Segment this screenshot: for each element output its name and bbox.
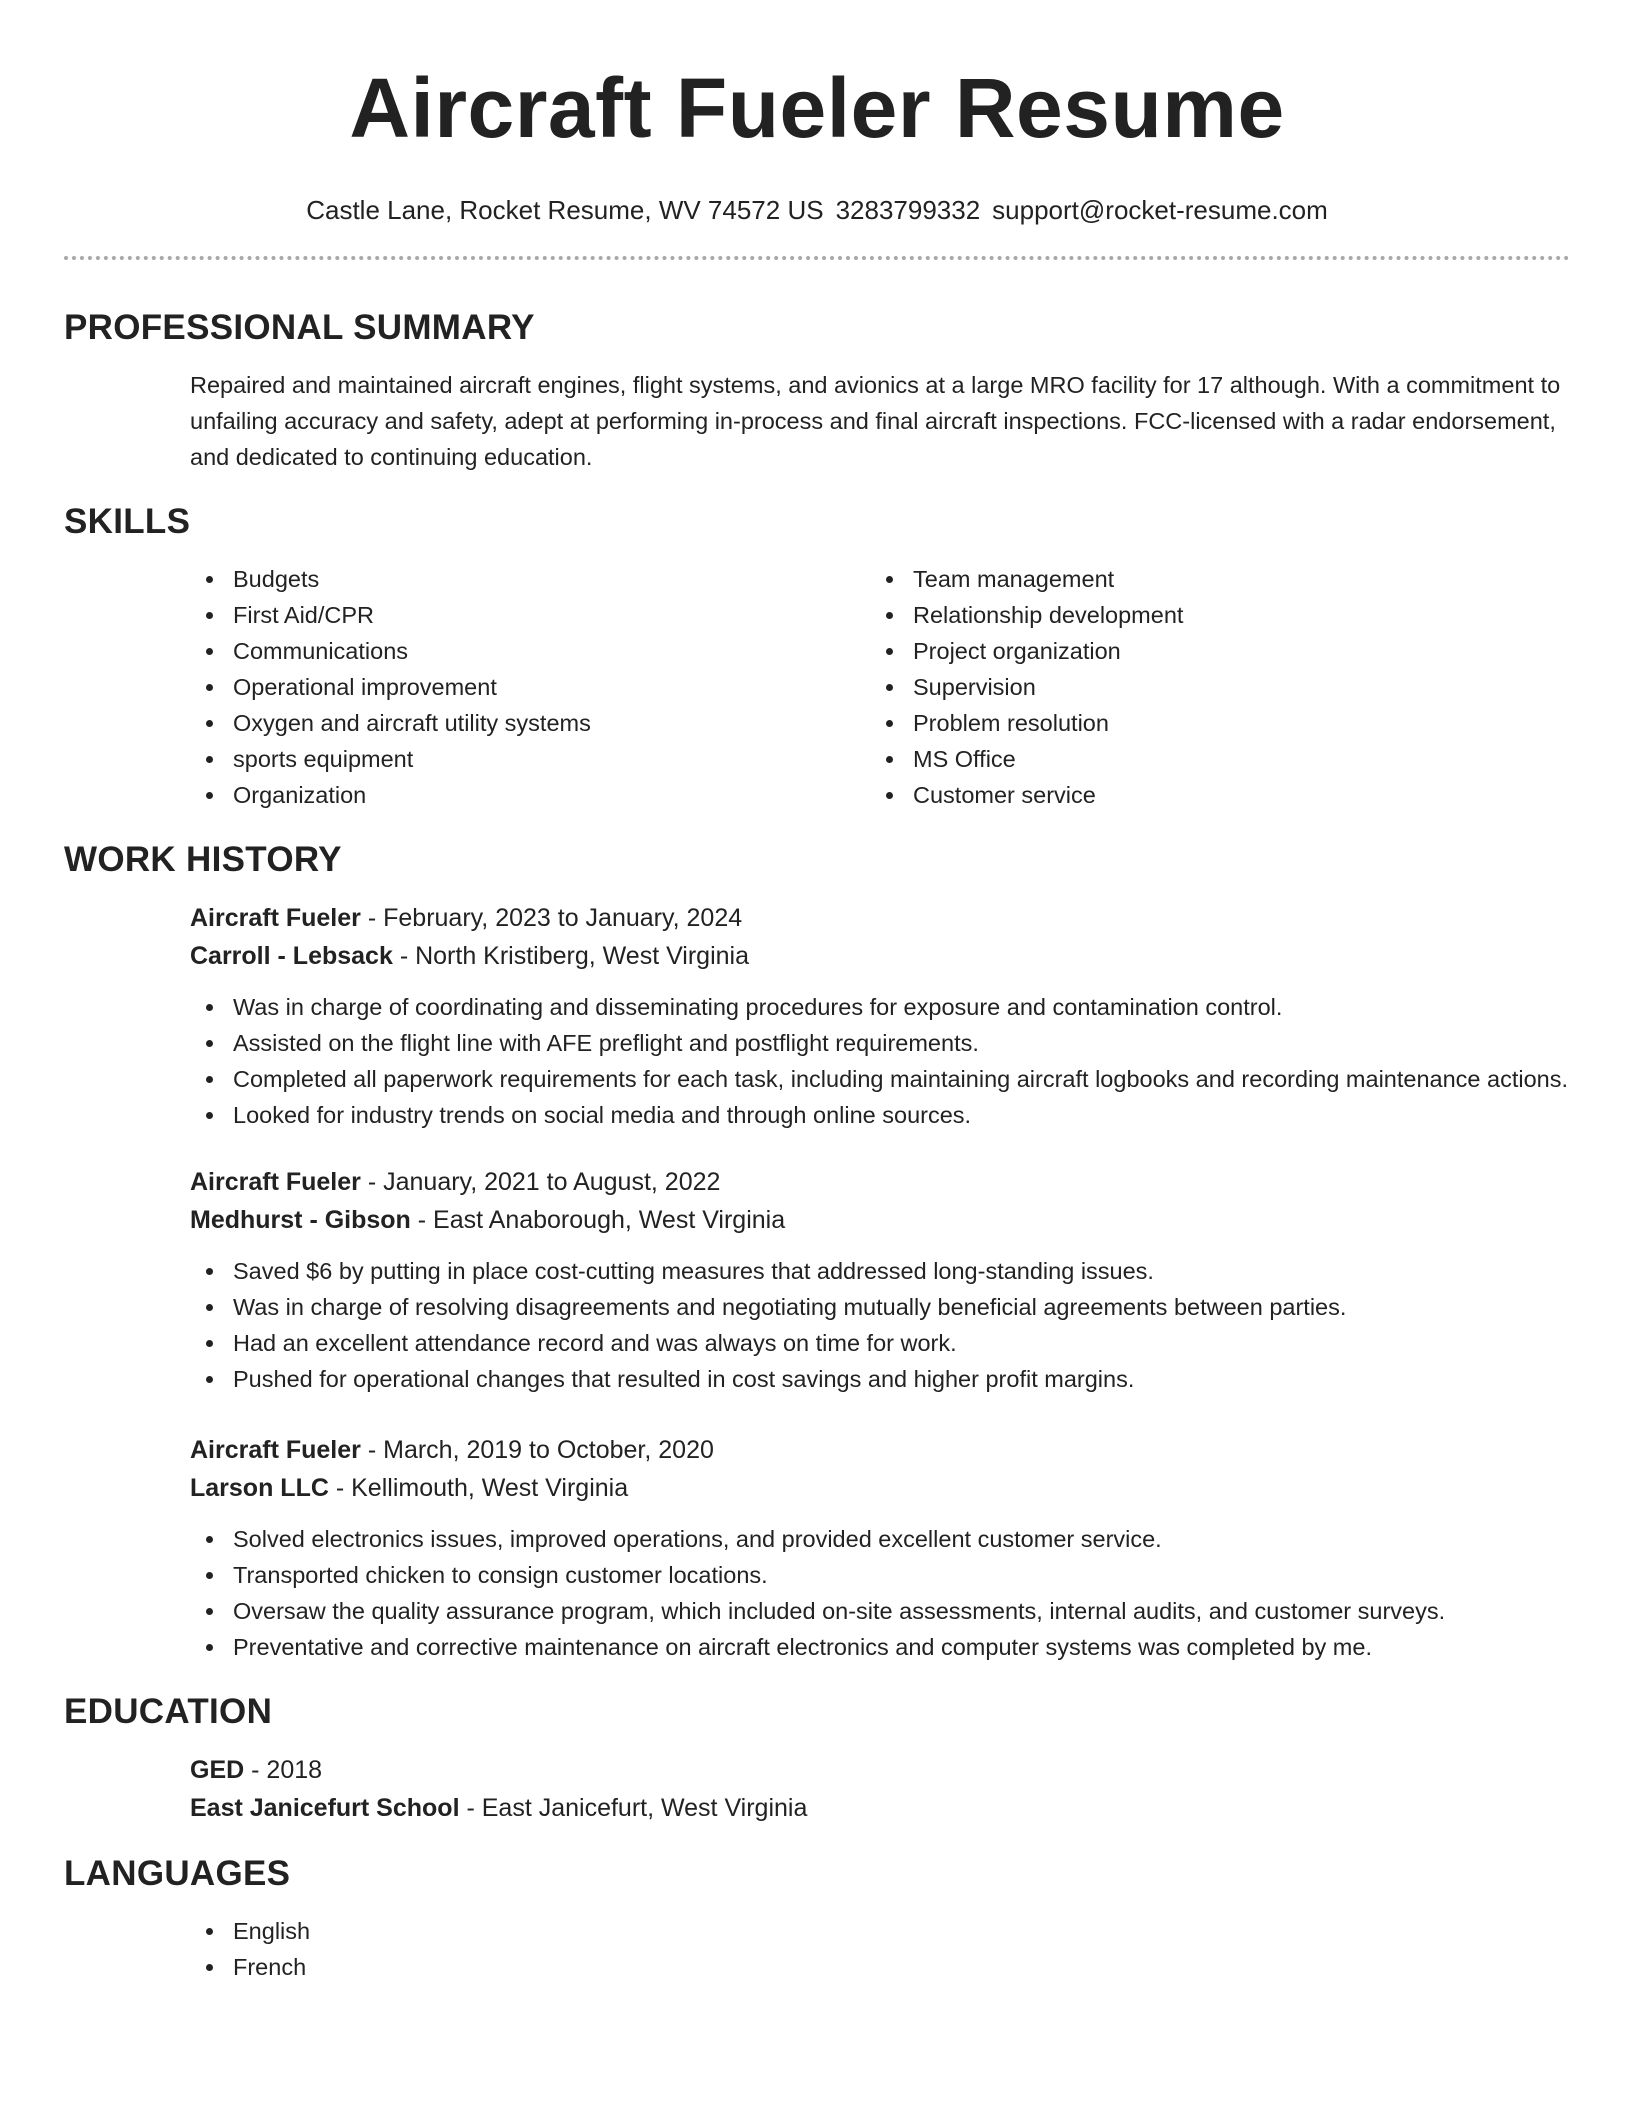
job-company-line [190, 937, 1570, 975]
job-entry [190, 1163, 1570, 1397]
job-title-line [190, 1163, 1570, 1201]
job-location: - Kellimouth, West Virginia [335, 1474, 629, 1502]
job-title: Aircraft Fueler [190, 904, 361, 932]
job-bullet: Was in charge of coordinating and disseminating procedures for exposure and contamination control. [190, 989, 1570, 1025]
job-title: Aircraft Fueler [190, 1168, 361, 1196]
skill-item: Organization [190, 777, 870, 813]
job-bullet: Looked for industry trends on social media and through online sources. [190, 1097, 1570, 1133]
job-title-line [190, 899, 1570, 937]
contact-line [64, 194, 1570, 226]
education-location: - East Janicefurt, West Virginia [466, 1794, 808, 1822]
job-location: - East Anaborough, West Virginia [417, 1206, 786, 1234]
contact-address: Castle Lane, Rocket Resume, WV 74572 US [306, 195, 824, 225]
education-heading: EDUCATION [64, 1692, 273, 1731]
header-divider [64, 256, 1570, 260]
skills-heading: SKILLS [64, 502, 191, 541]
skill-item: MS Office [870, 741, 1550, 777]
job-company: Medhurst - Gibson [190, 1206, 411, 1234]
skill-item: Operational improvement [190, 669, 870, 705]
work-history-heading: WORK HISTORY [64, 840, 342, 879]
skill-item: First Aid/CPR [190, 597, 870, 633]
job-company: Larson LLC [190, 1474, 329, 1502]
summary-heading: PROFESSIONAL SUMMARY [64, 308, 535, 347]
job-dates: - February, 2023 to January, 2024 [367, 904, 743, 932]
education-school-line [190, 1789, 1570, 1827]
skills-column-right [870, 561, 1550, 813]
job-entry [190, 899, 1570, 1133]
job-title-line [190, 1431, 1570, 1469]
languages-section [190, 1913, 1570, 1985]
job-entry [190, 1431, 1570, 1665]
skill-item: Relationship development [870, 597, 1550, 633]
contact-phone: 3283799332 [835, 195, 981, 225]
job-company-line [190, 1201, 1570, 1239]
skill-item: Team management [870, 561, 1550, 597]
job-bullet: Assisted on the flight line with AFE preflight and postflight requirements. [190, 1025, 1570, 1061]
skill-item: Oxygen and aircraft utility systems [190, 705, 870, 741]
skill-item: Communications [190, 633, 870, 669]
skills-list [190, 561, 1570, 813]
skills-column-left [190, 561, 870, 813]
job-dates: - March, 2019 to October, 2020 [367, 1436, 714, 1464]
job-bullet: Preventative and corrective maintenance on aircraft electronics and computer systems was completed by me. [190, 1629, 1570, 1665]
skill-item: sports equipment [190, 741, 870, 777]
job-bullet: Pushed for operational changes that resulted in cost savings and higher profit margins. [190, 1361, 1570, 1397]
job-title: Aircraft Fueler [190, 1436, 361, 1464]
summary-section [190, 367, 1570, 475]
job-bullet: Saved $6 by putting in place cost-cutting measures that addressed long-standing issues. [190, 1253, 1570, 1289]
skill-item: Supervision [870, 669, 1550, 705]
summary-text: Repaired and maintained aircraft engines, flight systems, and avionics at a large MRO facility for 17 although. With a commitment to unfailing accuracy and safety, adept at performing in-process and final aircraft inspections. FCC-licensed with a radar endorsement, and dedicated to continuing education. [190, 372, 1561, 470]
resume-page [64, 0, 1570, 1985]
job-bullet: Solved electronics issues, improved operations, and provided excellent customer service. [190, 1521, 1570, 1557]
resume-title: Aircraft Fueler Resume [349, 61, 1285, 155]
job-bullets [190, 989, 1570, 1133]
job-location: - North Kristiberg, West Virginia [399, 942, 750, 970]
skill-item: Project organization [870, 633, 1550, 669]
job-bullets [190, 1521, 1570, 1665]
education-degree: GED [190, 1756, 245, 1784]
education-year: - 2018 [251, 1756, 323, 1784]
job-company: Carroll - Lebsack [190, 942, 393, 970]
language-item: English [190, 1913, 1570, 1949]
job-bullet: Oversaw the quality assurance program, which included on-site assessments, internal audits, and customer surveys. [190, 1593, 1570, 1629]
job-bullets [190, 1253, 1570, 1397]
job-bullet: Completed all paperwork requirements for each task, including maintaining aircraft logbooks and recording maintenance actions. [190, 1061, 1570, 1097]
languages-list [190, 1913, 1570, 1985]
education-degree-line [190, 1751, 1570, 1789]
education-entry [190, 1751, 1570, 1827]
skill-item: Budgets [190, 561, 870, 597]
languages-heading: LANGUAGES [64, 1854, 291, 1893]
job-company-line [190, 1469, 1570, 1507]
job-bullet: Was in charge of resolving disagreements and negotiating mutually beneficial agreements between parties. [190, 1289, 1570, 1325]
skill-item: Customer service [870, 777, 1550, 813]
job-bullet: Had an excellent attendance record and was always on time for work. [190, 1325, 1570, 1361]
contact-email: support@rocket-resume.com [992, 195, 1328, 225]
job-dates: - January, 2021 to August, 2022 [367, 1168, 721, 1196]
language-item: French [190, 1949, 1570, 1985]
education-school: East Janicefurt School [190, 1794, 460, 1822]
skill-item: Problem resolution [870, 705, 1550, 741]
job-bullet: Transported chicken to consign customer locations. [190, 1557, 1570, 1593]
